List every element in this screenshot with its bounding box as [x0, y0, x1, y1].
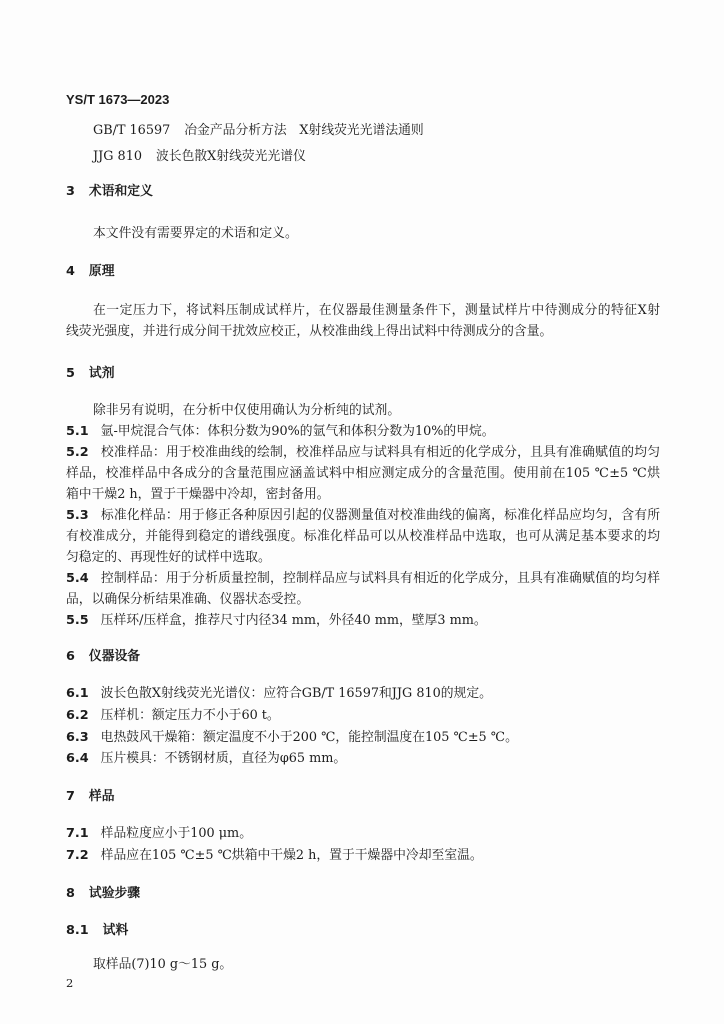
clause-5-4 [66, 568, 660, 610]
clause-text: 氩-甲烷混合气体：体积分数为90%的氩气和体积分数为10%的甲烷。 [100, 424, 495, 439]
page-number: 2 [66, 976, 74, 990]
reference-title: 冶金产品分析方法 X射线荧光光谱法通则 [184, 123, 424, 138]
normative-reference-item [93, 120, 660, 141]
section-number: 5 [66, 366, 75, 381]
terms-paragraph: 本文件没有需要界定的术语和定义。 [93, 226, 298, 241]
section-number: 3 [66, 184, 75, 199]
reference-title: 波长色散X射线荧光光谱仪 [155, 149, 306, 164]
clause-text: 控制样品：用于分析质量控制，控制样品应与试料具有相近的化学成分，且具有准确赋值的均匀样 [100, 571, 660, 586]
clause-number: 6.1 [66, 686, 89, 701]
clause-number: 5.5 [66, 613, 89, 628]
subsection-heading-test-portion [66, 920, 660, 941]
clause-text: 压样环/压样盒，推荐尺寸内径34 mm，外径40 mm，壁厚3 mm。 [100, 613, 487, 628]
clause-6-3 [66, 727, 660, 748]
clause-number: 5.1 [66, 424, 89, 439]
clause-text: 标准化样品：用于修正各种原因引起的仪器测量值对校准曲线的偏离，标准化样品应均匀，含有所 [100, 508, 660, 523]
clause-text: 匀稳定的、再现性好的试样中选取。 [66, 550, 271, 565]
section-title: 试剂 [88, 366, 115, 381]
section-number: 4 [66, 264, 75, 279]
normative-reference-item [93, 146, 660, 167]
standard-code-header: YS/T 1673—2023 [66, 92, 170, 107]
section-heading-procedure [66, 883, 660, 904]
clause-5-5 [66, 610, 660, 631]
subsection-number: 8.1 [66, 923, 89, 938]
clause-text: 有校准成分，并能得到稳定的谱线强度。标准化样品可以从校准样品中选取，也可从满足基本要求的均 [66, 529, 660, 544]
clause-text: 压片模具：不锈钢材质，直径为φ65 mm。 [100, 751, 347, 766]
clause-text: 品，以确保分析结果准确、仪器状态受控。 [66, 592, 310, 607]
paragraph-line: 在一定压力下，将试料压制成试样片，在仪器最佳测量条件下，测量试样片中待测成分的特征X射 [93, 303, 660, 318]
section-title: 样品 [88, 789, 115, 804]
section-number: 8 [66, 886, 75, 901]
clause-text: 校准样品：用于校准曲线的绘制，校准样品应与试料具有相近的化学成分，且具有准确赋值的均匀 [100, 445, 660, 460]
section-heading-reagents [66, 363, 660, 384]
paragraph-line: 线荧光强度，并进行成分间干扰效应校正，从校准曲线上得出试料中待测成分的含量。 [66, 324, 553, 339]
clause-5-3 [66, 505, 660, 568]
reagents-intro: 除非另有说明，在分析中仅使用确认为分析纯的试剂。 [93, 403, 401, 418]
clause-number: 7.2 [66, 848, 89, 863]
clause-6-4 [66, 748, 660, 769]
section-heading-samples [66, 786, 660, 807]
clause-number: 6.4 [66, 751, 89, 766]
section-title: 仪器设备 [88, 649, 141, 664]
clause-5-1 [66, 421, 660, 442]
clause-text: 样品粒度应小于100 μm。 [100, 826, 252, 841]
clause-7-2 [66, 845, 660, 866]
clause-text: 压样机：额定压力不小于60 t。 [100, 708, 280, 723]
section-number: 6 [66, 649, 75, 664]
clause-number: 5.4 [66, 571, 89, 586]
section-title: 试验步骤 [88, 886, 141, 901]
section-title: 术语和定义 [88, 184, 153, 199]
clause-6-1 [66, 683, 660, 704]
clause-text: 箱中干燥2 h，置于干燥器中冷却，密封备用。 [66, 487, 330, 502]
section-heading-apparatus [66, 646, 660, 667]
subsection-title: 试料 [102, 923, 129, 938]
clause-5-2 [66, 442, 660, 505]
section-title: 原理 [88, 264, 115, 279]
clause-number: 7.1 [66, 826, 89, 841]
section-heading-principle [66, 261, 660, 282]
test-portion-paragraph: 取样品(7)10 g～15 g。 [93, 957, 233, 972]
clause-number: 6.3 [66, 730, 89, 745]
reference-code: GB/T 16597 [93, 123, 171, 138]
clause-number: 6.2 [66, 708, 89, 723]
clause-6-2 [66, 705, 660, 726]
section-number: 7 [66, 789, 75, 804]
section-heading-terms [66, 181, 660, 202]
clause-text: 样品，校准样品中各成分的含量范围应涵盖试料中相应测定成分的含量范围。使用前在105 ℃±5 ℃烘 [66, 466, 660, 481]
clause-7-1 [66, 823, 660, 844]
clause-text: 波长色散X射线荧光光谱仪：应符合GB/T 16597和JJG 810的规定。 [100, 686, 492, 701]
reference-code: JJG 810 [93, 149, 142, 164]
clause-text: 样品应在105 ℃±5 ℃烘箱中干燥2 h，置于干燥器中冷却至室温。 [100, 848, 483, 863]
clause-number: 5.3 [66, 508, 89, 523]
principle-paragraph [66, 300, 660, 342]
clause-number: 5.2 [66, 445, 89, 460]
clause-text: 电热鼓风干燥箱：额定温度不小于200 ℃，能控制温度在105 ℃±5 ℃。 [100, 730, 518, 745]
